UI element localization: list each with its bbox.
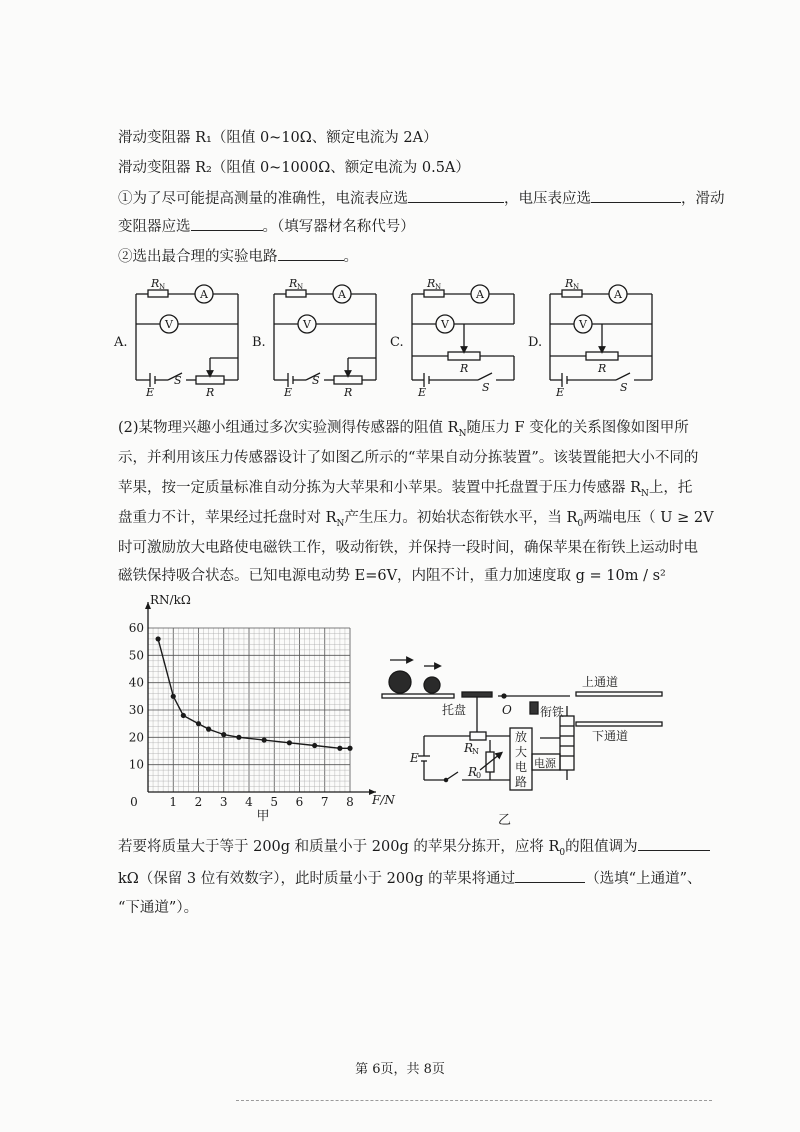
answer-line-3: “下通道”）。 <box>118 900 199 916</box>
circuit-c-rn: R <box>427 277 436 290</box>
circuit-c-e: E <box>418 386 427 396</box>
answer-line-2: kΩ（保留 3 位有效数字），此时质量小于 200g 的苹果将通过 （选填“上通道”、 <box>118 868 702 889</box>
data-point <box>337 746 342 751</box>
sorting-device <box>380 652 680 832</box>
circuit-d-s: S <box>620 381 628 394</box>
circuit-a-voltmeter: V <box>165 318 173 331</box>
circuit-options <box>110 276 670 396</box>
lower-channel-label: 下通道 <box>592 729 629 743</box>
x-tick-label: 1 <box>169 795 178 809</box>
circuit-b-r: R <box>344 386 353 396</box>
answer-line-1: 若要将质量大于等于 200g 和质量小于 200g 的苹果分拣开，应将 $R_0$的阻值调为 <box>118 836 710 863</box>
device-caption: 乙 <box>498 813 512 828</box>
y-tick-label: 50 <box>128 648 144 663</box>
circuit-d-voltmeter: V <box>579 318 587 331</box>
conveyor <box>382 694 454 698</box>
y-tick-label: 40 <box>128 675 144 690</box>
circuit-c-label: C. <box>390 335 404 350</box>
chart-rn-vs-f <box>118 590 408 830</box>
circuit-b-rn: R <box>289 277 298 290</box>
y-tick-label: 10 <box>128 757 144 772</box>
para-line-1: (2)某物理兴趣小组通过多次实验测得传感器的阻值 $R_N$随压力 F 变化的关系图像如图甲所 <box>118 420 689 439</box>
para-line-4: 盘重力不计，苹果经过托盘时对 $R_N$产生压力。初始状态衔铁水平，当 $R_0$两端电压（ U ≥ 2V <box>118 510 714 529</box>
chart-title: 甲 <box>256 809 270 824</box>
x-tick-label: 6 <box>295 795 304 809</box>
rn-label: R <box>464 741 474 755</box>
answer-blank-r0[interactable] <box>638 836 710 851</box>
data-point <box>181 713 186 718</box>
circuit-c-rn-sub: N <box>435 283 442 291</box>
x-axis-label: F/N <box>372 793 395 807</box>
circuit-b-s: S <box>312 374 320 387</box>
question-1-line1: ①为了尽可能提高测量的准确性，电流表应选 ，电压表应选 ，滑动 <box>118 188 725 209</box>
circuit-a-label: A. <box>114 335 128 350</box>
circuit-c-s: S <box>482 381 490 394</box>
x-tick-label: 8 <box>346 795 354 809</box>
circuit-b[interactable] <box>252 285 376 387</box>
r0-label-sub: 0 <box>476 771 482 780</box>
circuit-c[interactable] <box>390 285 514 387</box>
power-label: 电源 <box>534 757 556 770</box>
electromagnet <box>560 716 574 770</box>
data-point <box>156 636 161 641</box>
r0-label: R <box>468 765 478 779</box>
data-point <box>262 737 267 742</box>
circuit-d-label: D. <box>528 335 543 350</box>
y-tick-label: 20 <box>128 730 144 745</box>
y-tick-label: 60 <box>128 621 144 635</box>
data-point <box>287 740 292 745</box>
y-tick-label: 30 <box>128 703 144 717</box>
circuit-c-voltmeter: V <box>441 318 449 331</box>
circuit-a-s: S <box>174 374 182 387</box>
circuit-b-e: E <box>284 386 293 396</box>
circuit-b-rn-sub: N <box>297 283 304 291</box>
chart-axes <box>145 602 376 795</box>
chart-labels <box>129 593 396 809</box>
circuit-a-r: R <box>206 386 215 396</box>
circuit-c-r: R <box>460 362 469 375</box>
answer-blank-voltmeter[interactable] <box>591 188 681 203</box>
answer-blank-channel[interactable] <box>515 868 585 883</box>
circuit-d[interactable] <box>528 285 652 387</box>
x-tick-label: 5 <box>270 795 279 809</box>
question-2-line: ②选出最合理的实验电路 。 <box>118 246 358 267</box>
question-1-line2: 变阻器应选 。（填写器材名称代号） <box>118 216 415 237</box>
circuit-b-ammeter: A <box>338 288 346 301</box>
circuit-a-ammeter: A <box>200 288 208 301</box>
x-tick-label: 3 <box>219 795 228 809</box>
circuit-b-voltmeter: V <box>303 318 311 331</box>
circuit-a-e: E <box>146 386 155 396</box>
rn-label-sub: N <box>472 747 479 756</box>
rn-sensor <box>470 732 486 740</box>
pivot-label: O <box>502 703 512 717</box>
text-r1: 滑动变阻器 R₁（阻值 0~10Ω、额定电流为 2A） <box>118 130 438 146</box>
text-r2: 滑动变阻器 R₂（阻值 0~1000Ω、额定电流为 0.5A） <box>118 160 470 176</box>
x-tick-label: 4 <box>245 795 253 809</box>
amplifier-label: 放大电路 <box>515 730 528 789</box>
circuit-a-rn-sub: N <box>159 283 166 291</box>
data-point <box>171 694 176 699</box>
upper-channel <box>576 692 662 696</box>
page-footer: 第 6页，共 8页 <box>355 1062 445 1077</box>
chart-grid <box>148 628 350 792</box>
data-point <box>196 721 201 726</box>
circuit-d-rn: R <box>565 277 574 290</box>
circuit-d-rn-sub: N <box>573 283 580 291</box>
para-line-5: 时可激励放大电路使电磁铁工作，吸动衔铁，并保持一段时间，确保苹果在衔铁上运动时电 <box>118 540 698 556</box>
upper-channel-label: 上通道 <box>582 675 619 689</box>
x-tick-label: 7 <box>320 795 329 809</box>
circuit-b-label: B. <box>252 335 266 350</box>
bottom-rule <box>236 1100 712 1101</box>
data-point <box>236 735 241 740</box>
answer-blank-ammeter[interactable] <box>408 188 504 203</box>
para-line-2: 示，并利用该压力传感器设计了如图乙所示的“苹果自动分拣装置”。该装置能把大小不同的 <box>118 450 699 466</box>
data-point <box>347 746 352 751</box>
apple-small <box>424 677 440 693</box>
para-line-3: 苹果，按一定质量标准自动分拣为大苹果和小苹果。装置中托盘置于压力传感器 $R_N$上，托 <box>118 480 693 499</box>
data-point <box>312 743 317 748</box>
x-tick-label: 2 <box>194 795 203 809</box>
e-label: E <box>410 751 419 765</box>
circuit-a[interactable] <box>113 285 238 387</box>
circuit-d-e: E <box>556 386 565 396</box>
circuit-d-ammeter: A <box>614 288 622 301</box>
data-point <box>221 732 226 737</box>
lower-channel <box>576 722 662 726</box>
x-tick-label: 0 <box>130 795 138 809</box>
data-point <box>206 727 211 732</box>
y-axis-label: RN/kΩ <box>150 593 191 607</box>
tray-label: 托盘 <box>442 703 467 717</box>
circuit-d-r: R <box>598 362 607 375</box>
circuit-c-ammeter: A <box>476 288 484 301</box>
para-line-6: 磁铁保持吸合状态。已知电源电动势 E=6V，内阻不计，重力加速度取 g = 10m / s² <box>118 568 666 584</box>
apple-large <box>389 671 411 693</box>
answer-blank-circuit[interactable] <box>278 246 344 261</box>
armature-label: 衔铁 <box>540 705 565 719</box>
circuit-a-rn: R <box>151 277 160 290</box>
answer-blank-rheostat[interactable] <box>191 216 263 231</box>
tray <box>462 692 492 697</box>
